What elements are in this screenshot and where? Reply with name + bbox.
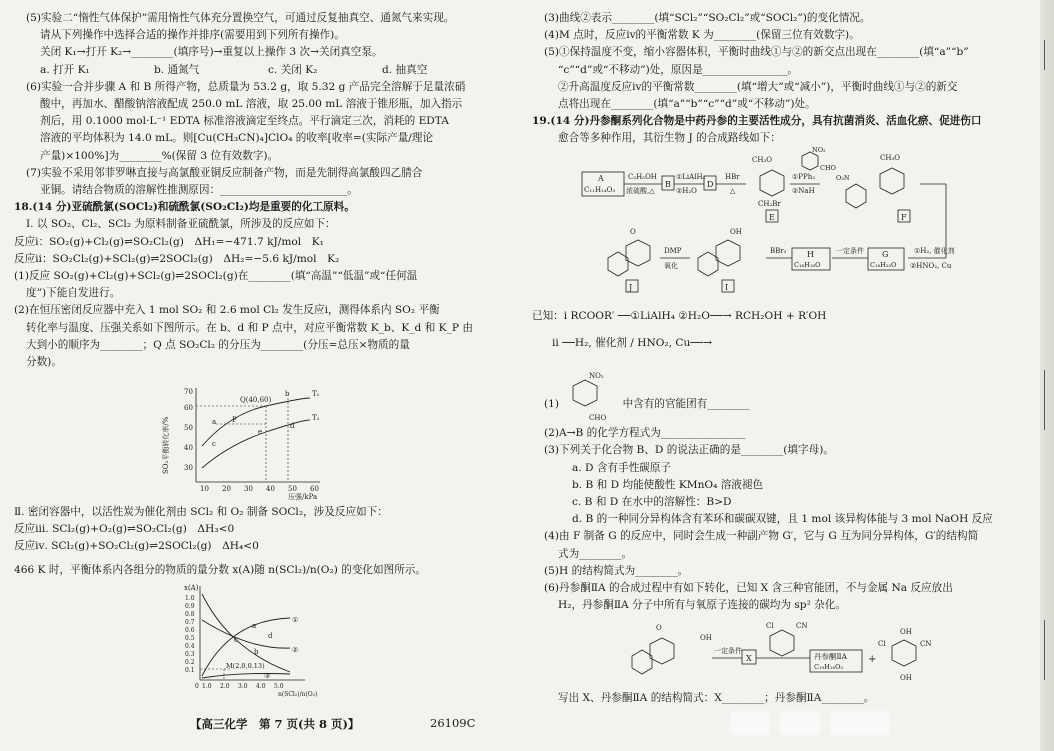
q17-7-line1: (7)实验不采用邻菲罗啉直接与高氯酸亚铜反应制备产物，而是先制得高氯酸四乙腈合 xyxy=(26,166,423,179)
option-c: c. 关闭 K₂ xyxy=(268,63,318,76)
q19-3-b: b. B 和 D 均能使酸性 KMnO₄ 溶液褪色 xyxy=(572,478,764,491)
q19-3-a: a. D 含有手性碳原子 xyxy=(572,461,672,474)
ytick: 30 xyxy=(184,464,193,472)
xtick: 50 xyxy=(288,485,297,493)
known-section xyxy=(532,308,1030,352)
ytick: 0.1 xyxy=(185,667,195,674)
q17-6-line1: (6)实验一合并步骤 A 和 B 所得产物，总质量为 53.2 g，取 5.32 g 产品完全溶解于足量浓硝 xyxy=(26,80,466,93)
q18-4: (4)M 点时，反应ⅳ的平衡常数 K 为________(保留三位有效数字)。 xyxy=(544,29,860,42)
q19-2: (2)A→B 的化学方程式为________________ xyxy=(544,427,746,440)
label-b: b xyxy=(254,648,259,656)
q17-6-line4: 溶液的平均体积为 14.0 mL。则[Cu(CH₃CN)₄]ClO₄ 的收率[收率=(实际产量/理论 xyxy=(40,132,434,145)
q18-part1: Ⅰ. 以 SO₂、Cl₂、SCl₂ 为原料制备亚硫酰氯，所涉及的反应如下： xyxy=(26,218,336,231)
s2-reagent: 一定条件 xyxy=(714,647,742,655)
xtick: 4.0 xyxy=(256,683,266,690)
conversion-chart xyxy=(160,384,330,501)
nitro: NO₂ xyxy=(812,146,826,154)
reagent-3a: HBr xyxy=(725,173,740,181)
compound-B: B xyxy=(665,180,671,189)
right-column xyxy=(532,10,1030,148)
ytick: 0.8 xyxy=(185,611,195,618)
s2-OH-top: OH xyxy=(900,628,912,636)
A-formula: C₁₁H₁₄O₃ xyxy=(584,186,616,194)
q18-1-line1: (1)反应 SO₂(g)+Cl₂(g)+SCl₂(g)⇌2SOCl₂(g)在________(填“高温”“低温”或“任何温 xyxy=(14,270,418,283)
reagent-6: 一定条件 xyxy=(836,247,864,255)
q18-part2-desc: 466 K 时，平衡体系内各组分的物质的量分数 x(A)随 n(SCl₂)/n(O₂) 的变化如图所示。 xyxy=(14,563,426,576)
q18-5-line4: 点将出现在________(填“a”“b”“c”“d”或“不移动”)处。 xyxy=(558,98,816,111)
reaction-i: 反应ⅰ：SO₂(g)+Cl₂(g)⇌SO₂Cl₂(g) ΔH₁=−471.7 kJ/mol K₁ xyxy=(14,235,324,248)
reagent-7: BBr₃ xyxy=(770,247,787,255)
ytick: 1.0 xyxy=(185,595,195,602)
q17-7-line2: 亚铜。请结合物质的溶解性推测原因：________________________。 xyxy=(40,184,358,197)
redaction-2 xyxy=(780,711,820,735)
q18-3: (3)曲线②表示________(填“SCl₂”“SO₂Cl₂”或“SOCl₂”)的变化情况。 xyxy=(544,12,871,24)
chart1-ylabel: SO₂平衡转化率/% xyxy=(162,416,170,474)
s2-Cl: Cl xyxy=(766,622,774,630)
compound-I: I xyxy=(725,283,729,292)
mole-fraction-chart xyxy=(170,580,320,698)
reagent-1: C₂H₅OH xyxy=(628,173,657,181)
known-i: 已知：ⅰ RCOOR′ ──①LiAlH₄ ②H₂O──→ RCH₂OH + R′OH xyxy=(532,310,827,322)
label-c: c xyxy=(234,636,238,644)
compound-F: F xyxy=(901,213,907,222)
label-T1: T₁ xyxy=(312,390,320,398)
label-b: b xyxy=(285,390,290,398)
reagent-5b: ②HNO₂, Cu xyxy=(910,262,952,270)
xtick: 1.0 xyxy=(202,683,212,690)
xtick: 10 xyxy=(200,485,209,493)
final-question xyxy=(532,690,1030,707)
G-formula: C₁₈H₂₀O xyxy=(870,261,897,269)
ytick: 70 xyxy=(184,388,193,396)
q19-3-c: c. B 和 D 在水中的溶解性：B>D xyxy=(572,496,732,509)
chart1-xlabel: 压强/kPa xyxy=(288,493,318,501)
q18-5-line2: “c”“d”或“不移动”)处，原因是________________。 xyxy=(558,63,799,76)
reagent-4b: ②NaH xyxy=(792,187,815,195)
label-Q: Q(40,60) xyxy=(240,396,272,404)
reagent-2b: ②H₂O xyxy=(676,187,697,195)
I-OH: OH xyxy=(730,228,742,236)
q19-4-line1: (4)由 F 制备 G 的反应中，同时会生成一种副产物 G′，它与 G 互为同分异构体，G′的结构简 xyxy=(544,530,979,543)
s2-OH-bottom: OH xyxy=(900,674,912,682)
q19-title: 19.(14 分)丹参酮系列化合物是中药丹参的主要活性成分，具有抗菌消炎、活血化瘀、促进伤口 xyxy=(532,115,982,128)
left-column xyxy=(14,10,522,371)
q19-3: (3)下列关于化合物 B、D 的说法正确的是________(填字母)。 xyxy=(544,444,834,457)
option-b: b. 通氮气 xyxy=(154,63,200,76)
E-sub1: CH₃O xyxy=(752,156,773,164)
synthesis-scheme xyxy=(580,146,1020,306)
reagent-4a: ①PPh₃ xyxy=(792,173,816,181)
label-c: c xyxy=(212,440,216,448)
s2-Cl-2: Cl xyxy=(878,640,886,648)
compound-E: E xyxy=(769,213,775,222)
label-T2: T₂ xyxy=(312,414,320,422)
q18-5-line3: ②升高温度反应ⅳ的平衡常数________(填“增大”或“减小”)，平衡时曲线①与②的新交 xyxy=(558,80,958,93)
q17-5-line1: (5)实验二“惰性气体保护”需用惰性气体充分置换空气，可通过反复抽真空、通氮气来实现。 xyxy=(26,12,455,24)
known-ii: ⅱ ──H₂, 催化剂 / HNO₂, Cu──→ xyxy=(552,337,712,350)
reaction-iv: 反应ⅳ. SCl₂(g)+SO₂Cl₂(g)⇌2SOCl₂(g) ΔH₄<0 xyxy=(14,540,259,553)
q18-title: 18.(14 分)亚硫酰氯(SOCl₂)和硫酰氯(SO₂Cl₂)均是重要的化工原料。 xyxy=(14,201,355,214)
q19-5: (5)H 的结构简式为________。 xyxy=(544,564,689,577)
label-P: P xyxy=(232,416,237,424)
ytick: 0.3 xyxy=(185,651,195,658)
q18-part2: Ⅱ. 密闭容器中，以活性炭为催化剂由 SCl₂ 和 O₂ 制备 SOCl₂，涉及反应如下： xyxy=(14,506,388,518)
q18-5-line1: (5)①保持温度不变，缩小容器体积，平衡时曲线①与②的新交点出现在________(填“a”“b” xyxy=(544,46,969,59)
s2-OH: OH xyxy=(700,634,712,642)
s2-product-formula: C₁₉H₁₈O₃ xyxy=(814,663,843,671)
ytick: 0.4 xyxy=(185,643,195,650)
q19-4-line2: 式为________。 xyxy=(558,547,633,560)
q17-5-line2: 请从下列操作中选择合适的操作并排序(需要用到下列所有操作)。 xyxy=(40,29,345,42)
footer-page-info: 【高三化学 第 7 页(共 8 页)】 xyxy=(190,717,360,731)
chart2-xlabel: n(SCl₂)/n(O₂) xyxy=(278,691,318,698)
q1-aldehyde: CHO xyxy=(589,414,607,422)
label-d: d xyxy=(268,632,273,640)
H-formula: C₁₈H₁₈O xyxy=(794,261,821,269)
xtick: 40 xyxy=(266,485,275,493)
q19-3-d: d. B 的一种同分异构体含有苯环和碳碳双键，且 1 mol 该异构体能与 3 mol NaOH 反应 xyxy=(572,513,993,526)
label-1: ① xyxy=(292,616,299,624)
ytick: 0.2 xyxy=(185,659,195,666)
F-sub2: O₂N xyxy=(836,174,850,182)
q17-5-options xyxy=(14,62,522,79)
q18-2-line2: 转化率与温度、压强关系如下图所示。在 b、d 和 P 点中，对应平衡常数 K_b、K_d 和 K_P 由 xyxy=(26,321,473,334)
reagent-8a: DMP xyxy=(664,247,682,255)
label-a: a xyxy=(252,622,257,630)
reagent-1b: 浓硫酸,△ xyxy=(626,187,655,195)
label-2: ② xyxy=(292,646,299,654)
xtick: 5.0 xyxy=(274,683,284,690)
compound-A: A xyxy=(598,174,604,183)
reaction-ii: 反应ⅱ：SO₂Cl₂(g)+SCl₂(g)⇌2SOCl₂(g) ΔH₂=−5.6 kJ/mol K₂ xyxy=(14,252,340,265)
xtick: 2.0 xyxy=(220,683,230,690)
redaction-1 xyxy=(730,711,770,735)
reagent-5a: ①H₂, 催化剂 xyxy=(914,247,955,255)
ytick: 0.5 xyxy=(185,635,195,642)
reagent-2a: ①LiAlH₄ xyxy=(676,173,706,181)
xtick: 0 xyxy=(195,683,199,690)
ytick: 0.7 xyxy=(185,619,195,626)
redaction-3 xyxy=(830,711,890,735)
q1-nitro: NO₂ xyxy=(589,372,604,380)
footer-code: 26109C xyxy=(430,716,476,730)
q17-6-line5: 产量)×100%]为________%(保留 3 位有效数字)。 xyxy=(40,149,279,162)
label-d: d xyxy=(290,422,295,430)
E-sub2: CH₂Br xyxy=(758,200,781,208)
xtick: 60 xyxy=(310,485,319,493)
q18-2-line4: 分数)。 xyxy=(26,356,62,369)
q18-2-line1: (2)在恒压密闭反应器中充入 1 mol SO₂ 和 2.6 mol Cl₂ 发生反应ⅰ，测得体系内 SO₂ 平衡 xyxy=(14,304,440,317)
q19-title-line2: 愈合等多种作用，其衍生物 J 的合成路线如下： xyxy=(558,132,781,145)
s2-CN: CN xyxy=(796,622,808,630)
page-fold xyxy=(1040,0,1054,751)
s2-product: 丹参酮ⅡA xyxy=(814,652,848,661)
q19-6-line1: (6)丹参酮ⅡA 的合成过程中有如下转化，已知 X 含三种官能团，不与金属 Na 反应放出 xyxy=(544,582,953,595)
xtick: 30 xyxy=(244,485,253,493)
compound-D: D xyxy=(707,180,714,189)
s2-O: O xyxy=(656,624,662,632)
q19-6-line2: H₂，丹参酮ⅡA 分子中所有与氧原子连接的碳均为 sp² 杂化。 xyxy=(558,599,846,612)
chart2-ylabel: x(A) xyxy=(184,584,199,592)
s2-CN-2: CN xyxy=(920,640,932,648)
compound-J: J xyxy=(629,283,633,292)
q18-2-line3: 大到小的顺序为________；Q 点 SO₂Cl₂ 的分压为________(分压=总压×物质的量 xyxy=(26,338,410,351)
q18-1-line2: 度”)下能自发进行。 xyxy=(26,287,121,300)
reaction-iii: 反应ⅲ. SCl₂(g)+O₂(g)⇌SO₂Cl₂(g) ΔH₃<0 xyxy=(14,523,235,536)
q17-6-line2: 酸中，再加水、醋酸钠溶液配成 250.0 mL 溶液，取 25.00 mL 溶液于锥形瓶，加入指示 xyxy=(40,98,463,111)
left-column-part2 xyxy=(14,504,522,579)
option-d: d. 抽真空 xyxy=(382,63,428,76)
q19-1: (1) 中含有的官能团有________ xyxy=(544,398,750,410)
ytick: 60 xyxy=(184,404,193,412)
label-e: e xyxy=(258,428,263,436)
compound-H: H xyxy=(807,250,814,259)
F-sub: CH₃O xyxy=(880,154,901,162)
q17-6-line3: 剂后，用 0.1000 mol·L⁻¹ EDTA 标准溶液滴定至终点。平行滴定三次，消耗的 EDTA xyxy=(40,115,449,128)
ytick: 0.9 xyxy=(185,603,195,610)
s2-plus: + xyxy=(868,654,877,665)
ytick: 0.6 xyxy=(185,627,195,634)
q17-5-line3: 关闭 K₁→打开 K₂→________(填序号)→重复以上操作 3 次→关闭真空泵。 xyxy=(40,46,383,59)
xtick: 3.0 xyxy=(238,683,248,690)
reagent-8b: 氧化 xyxy=(664,262,678,270)
s2-X: X xyxy=(746,654,752,663)
tanshinone-scheme xyxy=(620,618,1010,696)
reagent-3b: △ xyxy=(730,187,736,195)
q19-questions xyxy=(532,396,1030,614)
option-a: a. 打开 K₁ xyxy=(40,63,90,76)
q19-6-answer: 写出 X、丹参酮ⅡA 的结构简式：X________；丹参酮ⅡA________。 xyxy=(558,692,875,704)
J-O: O xyxy=(630,228,636,236)
compound-G: G xyxy=(882,250,889,259)
ytick: 40 xyxy=(184,444,193,452)
ytick: 50 xyxy=(184,424,193,432)
aldehyde: CHO xyxy=(820,164,836,172)
xtick: 20 xyxy=(222,485,231,493)
label-M: M(2.0,0.13) xyxy=(226,662,265,670)
label-3: ③ xyxy=(264,672,271,680)
label-a: a xyxy=(212,418,217,426)
